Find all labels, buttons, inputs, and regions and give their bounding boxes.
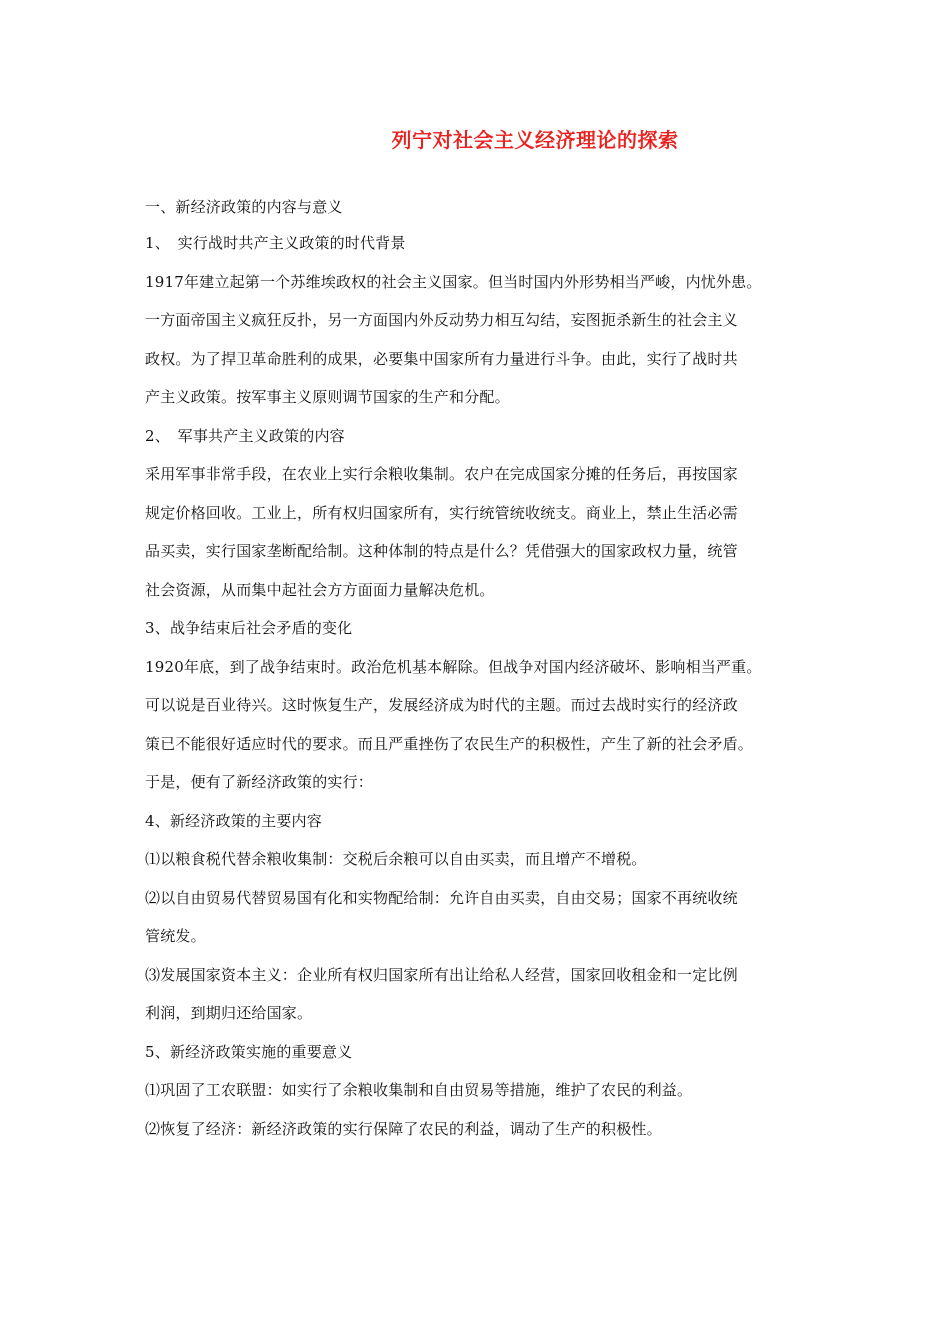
paragraph-line: 于是，便有了新经济政策的实行： [145,773,374,791]
subsection-heading: 2、 军事共产主义政策的内容 [145,426,345,445]
list-item-continuation: 利润，到期归还给国家。 [145,1004,313,1022]
paragraph-line: 策已不能很好适应时代的要求。而且严重挫伤了农民生产的积极性，产生了新的社会矛盾。 [145,734,754,753]
subsection-heading: 1、 实行战时共产主义政策的时代背景 [145,234,406,252]
list-item: ⑵以自由贸易代替贸易国有化和实物配给制：允许自由买卖，自由交易；国家不再统收统 [145,888,738,907]
subsection-heading: 5、新经济政策实施的重要意义 [145,1042,353,1061]
paragraph-line: 一方面帝国主义疯狂反扑，另一方面国内外反动势力相互勾结，妄图扼杀新生的社会主义 [145,311,738,329]
paragraph-line: 可以说是百业待兴。这时恢复生产，发展经济成为时代的主题。而过去战时实行的经济政 [145,696,738,714]
list-item: ⑵恢复了经济：新经济政策的实行保障了农民的利益，调动了生产的积极性。 [145,1119,662,1138]
paragraph-line: 产主义政策。按军事主义原则调节国家的生产和分配。 [145,388,510,406]
document-title: 列宁对社会主义经济理论的探索 [391,128,679,152]
document-body [145,191,815,1148]
paragraph-line: 社会资源，从而集中起社会方方面面力量解决危机。 [145,580,495,599]
subsection-heading: 3、战争结束后社会矛盾的变化 [145,619,353,637]
list-item-continuation: 管统发。 [145,927,206,945]
subsection-heading: 4、新经济政策的主要内容 [145,811,322,830]
list-item: ⑶发展国家资本主义：企业所有权归国家所有出让给私人经营，国家回收租金和一定比例 [145,965,738,984]
paragraph-line: 品买卖，实行国家垄断配给制。这种体制的特点是什么？凭借强大的国家政权力量，统管 [145,542,738,560]
paragraph-line: 1917年建立起第一个苏维埃政权的社会主义国家。但当时国内外形势相当严峻，内忧外患。 [145,272,762,291]
list-item: ⑴巩固了工农联盟：如实行了余粮收集制和自由贸易等措施，维护了农民的利益。 [145,1081,693,1099]
paragraph-line: 规定价格回收。工业上，所有权归国家所有，实行统管统收统支。商业上，禁止生活必需 [145,503,738,522]
paragraph-line: 1920年底，到了战争结束时。政治危机基本解除。但战争对国内经济破坏、影响相当严重。 [145,657,762,676]
section-heading: 一、新经济政策的内容与意义 [145,198,343,216]
paragraph-line: 政权。为了捍卫革命胜利的成果，必要集中国家所有力量进行斗争。由此，实行了战时共 [145,349,738,368]
list-item: ⑴以粮食税代替余粮收集制：交税后余粮可以自由买卖，而且增产不增税。 [145,850,647,868]
paragraph-line: 采用军事非常手段，在农业上实行余粮收集制。农户在完成国家分摊的任务后，再按国家 [145,465,738,483]
